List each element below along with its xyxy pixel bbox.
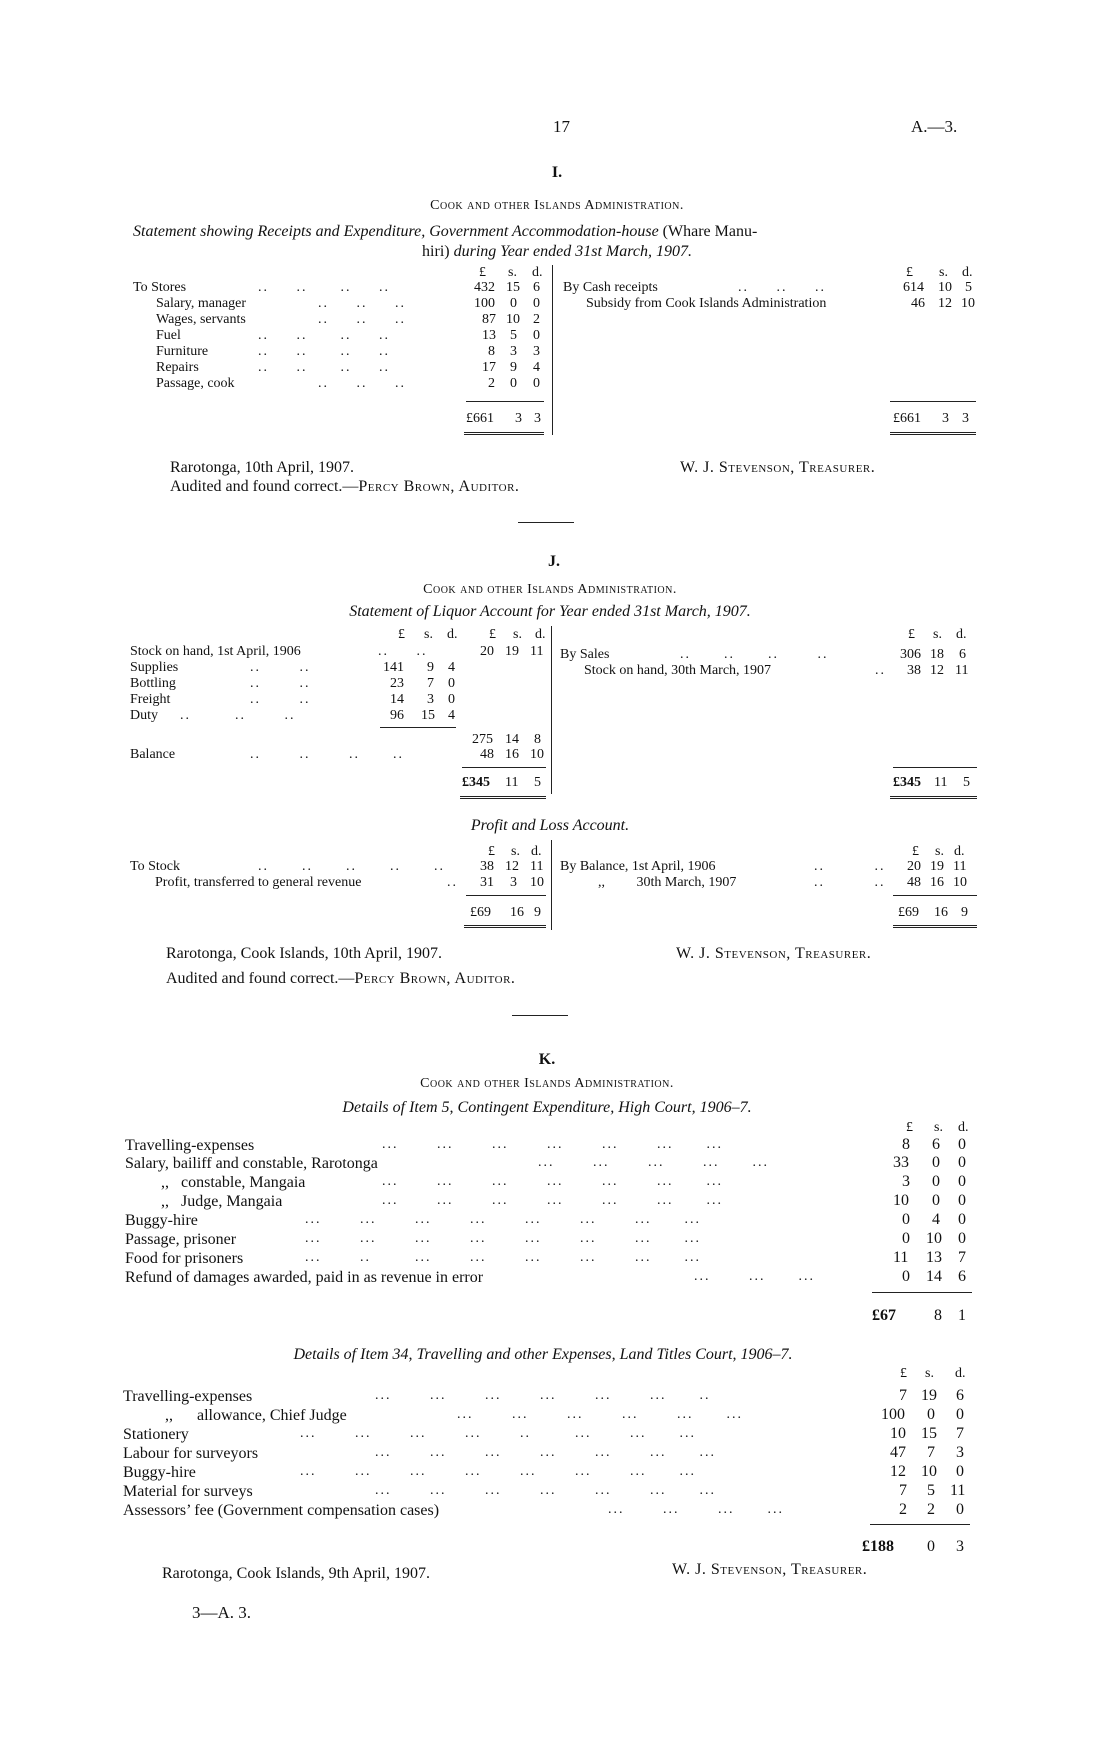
- section-i-org: Cook and other Islands Administration.: [430, 198, 684, 213]
- currency-pound: £: [479, 265, 486, 280]
- section-i-audit: Audited and found correct.—Percy Brown, Auditor.: [170, 478, 520, 495]
- subtotal-rule: [872, 1292, 972, 1293]
- currency-pound: £: [912, 844, 919, 859]
- section-k-org: Cook and other Islands Administration.: [420, 1076, 674, 1091]
- section-j-title: Statement of Liquor Account for Year ended 31st March, 1907.: [349, 603, 751, 620]
- section-i-title-line2: hiri) during Year ended 31st March, 1907.: [422, 243, 692, 260]
- currency-shillings: s.: [424, 627, 433, 642]
- section-k-place-date: Rarotonga, Cook Islands, 9th April, 1907.: [162, 1565, 430, 1582]
- section-j-place-date: Rarotonga, Cook Islands, 10th April, 1907.: [166, 945, 442, 962]
- total-double-rule: [893, 925, 977, 928]
- section-k-title-1: Details of Item 5, Contingent Expenditure, High Court, 1906–7.: [342, 1099, 752, 1116]
- subtotal-rule: [890, 401, 976, 402]
- profit-loss-divider: [551, 840, 552, 930]
- section-i-signature: W. J. Stevenson, Treasurer.: [680, 459, 876, 476]
- section-i-divider: [552, 265, 553, 435]
- currency-pence: d.: [532, 265, 543, 280]
- profit-loss-title: Profit and Loss Account.: [470, 817, 630, 834]
- currency-pence: d.: [954, 844, 965, 859]
- section-j-divider: [551, 626, 552, 794]
- currency-pence: d.: [535, 627, 546, 642]
- currency-pence: d.: [962, 265, 973, 280]
- currency-pence: d.: [447, 627, 458, 642]
- section-separator: [518, 522, 574, 523]
- subtotal-rule: [462, 767, 546, 768]
- section-j-audit: Audited and found correct.—Percy Brown, Auditor.: [166, 970, 516, 987]
- currency-shillings: s.: [513, 627, 522, 642]
- section-j-signature: W. J. Stevenson, Treasurer.: [676, 945, 872, 962]
- sheet-mark: 3—A. 3.: [192, 1603, 252, 1622]
- section-k-title-2: Details of Item 34, Travelling and other Expenses, Land Titles Court, 1906–7.: [293, 1346, 793, 1363]
- total-double-rule: [890, 796, 977, 799]
- subtotal-rule: [893, 895, 977, 896]
- subtotal-rule: [380, 727, 456, 728]
- section-i-letter: I.: [551, 164, 563, 181]
- currency-pence: d.: [955, 1366, 966, 1381]
- section-k-letter: K.: [538, 1051, 556, 1068]
- section-k-signature: W. J. Stevenson, Treasurer.: [672, 1561, 868, 1578]
- currency-shillings: s.: [934, 1120, 943, 1135]
- document-page: 17 A.—3. I. Cook and other Islands Administration. Statement showing Receipts and Expenditure, Government Accommodation-house (Whare Manu- hiri) during Year ended 31st March, 1907. £ s. d. £ s. d. To Stores .. .. .. .. 432 15 6 Salary, manager .. .. .. 100 0 0 Wages, servants .. .. .. 87 10 2 Fuel .. .. .. .. 13 5 0 Furniture .. .. .. .. 8 3 3 Repairs .. .. .. .. 17 9 4 Passage, cook .. .. .. 2 0 0 By Cash receipts .. .. .. 614 10 5 Subsidy from Cook Islands Administration 46 12 10 £661 3 3 £661 3 3 Rarotonga, 10th April, 1907. W. J. Stevenson, Treasurer. Audited and found correct.—Percy Brown, Auditor. J. Cook and other Islands Administration. Statement of Liquor Account for Year ended 31st March, 1907. £ s. d. £ s. d. £ s. d. Stock on hand, 1st April, 1906 .. .. 20 19 11 Supplies .. .. 141 9 4 Bottling .. .. 23 7 0 Freight .. .. 14 3 0 Duty .. .. .. 96 15 4 275 14 8 Balance .. .. .. .. 48 16 10 By Sales .. .. .. .. 306 18 6 Stock on hand, 30th March, 1907 .. 38 12 11 £345 11 5 £345 11 5 Profit and Loss Account. £ s. d. £ s. d. To Stock .. .. .. .. .. 38 12 11 Profit, transferred to general revenue .. 31 3 10 By Balance, 1st April, 1906 .. .. 20 19 11 ,, 30th March, 1907 .. .. 48 16 10 £69 16 9 £69 16 9 Rarotonga, Cook Islands, 10th April, 1907. W. J. Stevenson, Treasurer. Audited and found correct.—Percy Brown, Auditor. K. Cook and other Islands Administration. Details of Item 5, Contingent Expenditure, High Court, 1906–7. £ s. d. Travelling-expenses ... ... ... ... ... ... ... 8 6 0 Salary, bailiff and constable, Rarotonga ... ... ... ... ... 33 0 0 ,, constable, Mangaia ... ... ... ... ... ... ... 3 0 0 ,, Judge, Mangaia ... ... ... ... ... ... ... 10 0 0 Buggy-hire ... ... ... ... ... ... ... ... 0 4 0 Passage, prisoner ... ... ... ... ... ... ... ... 0 10 0 Food for prisoners ... .. ... ... ... ... ... ... 11 13 7 Refund of damages awarded, paid in as revenue in error ... ... ... 0 14 6 £67 8 1 Details of Item 34, Travelling and other Expenses, Land Titles Court, 1906–7. £ s. d. Travelling-expenses ... ... ... ... ... ... .. 7 19 6 ,, allowance, Chief Judge ... ... ... ... ... ... 100 0 0 Stationery ... ... ... ... .. ... ... ... 10 15 7 Labour for surveyors ... ... ... ... ... ... ... 47 7 3 Buggy-hire ... ... ... ... ... ... ... ... 12 10 0 Material for surveys ... ... ... ... ... ... ... 7 5 11 Assessors’ fee (Government compensation cases) ... ... ... ... 2 2 0 £188 0 3 Rarotonga, Cook Islands, 9th April, 1907. W. J. Stevenson, Treasurer. 3—A. 3.: [123, 117, 975, 1622]
- section-i-title-line1: Statement showing Receipts and Expenditure, Government Accommodation-house (Whare Manu-: [133, 223, 758, 240]
- section-separator: [512, 1015, 568, 1016]
- page-number: 17: [553, 117, 570, 136]
- subtotal-rule: [466, 401, 544, 402]
- section-j-org: Cook and other Islands Administration.: [423, 582, 677, 597]
- currency-pence: d.: [531, 844, 542, 859]
- currency-shillings: s.: [511, 844, 520, 859]
- currency-shillings: s.: [508, 265, 517, 280]
- currency-pence: d.: [956, 627, 967, 642]
- currency-pound: £: [398, 627, 405, 642]
- total-double-rule: [464, 925, 546, 928]
- total-double-rule: [460, 796, 546, 799]
- currency-pound: £: [488, 844, 495, 859]
- section-j-letter: J.: [548, 553, 560, 570]
- total-double-rule: [890, 432, 976, 435]
- currency-pound: £: [906, 1120, 913, 1135]
- currency-shillings: s.: [939, 265, 948, 280]
- subtotal-rule: [466, 895, 546, 896]
- subtotal-rule: [870, 1524, 970, 1525]
- currency-pence: d.: [958, 1120, 969, 1135]
- subtotal-rule: [893, 767, 977, 768]
- currency-shillings: s.: [933, 627, 942, 642]
- document-reference: A.—3.: [911, 117, 958, 136]
- currency-pound: £: [489, 627, 496, 642]
- currency-shillings: s.: [935, 844, 944, 859]
- currency-pound: £: [908, 627, 915, 642]
- total-double-rule: [464, 432, 544, 435]
- currency-pound: £: [900, 1366, 907, 1381]
- currency-shillings: s.: [925, 1366, 934, 1381]
- currency-pound: £: [906, 265, 913, 280]
- section-i-place-date: Rarotonga, 10th April, 1907.: [170, 459, 354, 476]
